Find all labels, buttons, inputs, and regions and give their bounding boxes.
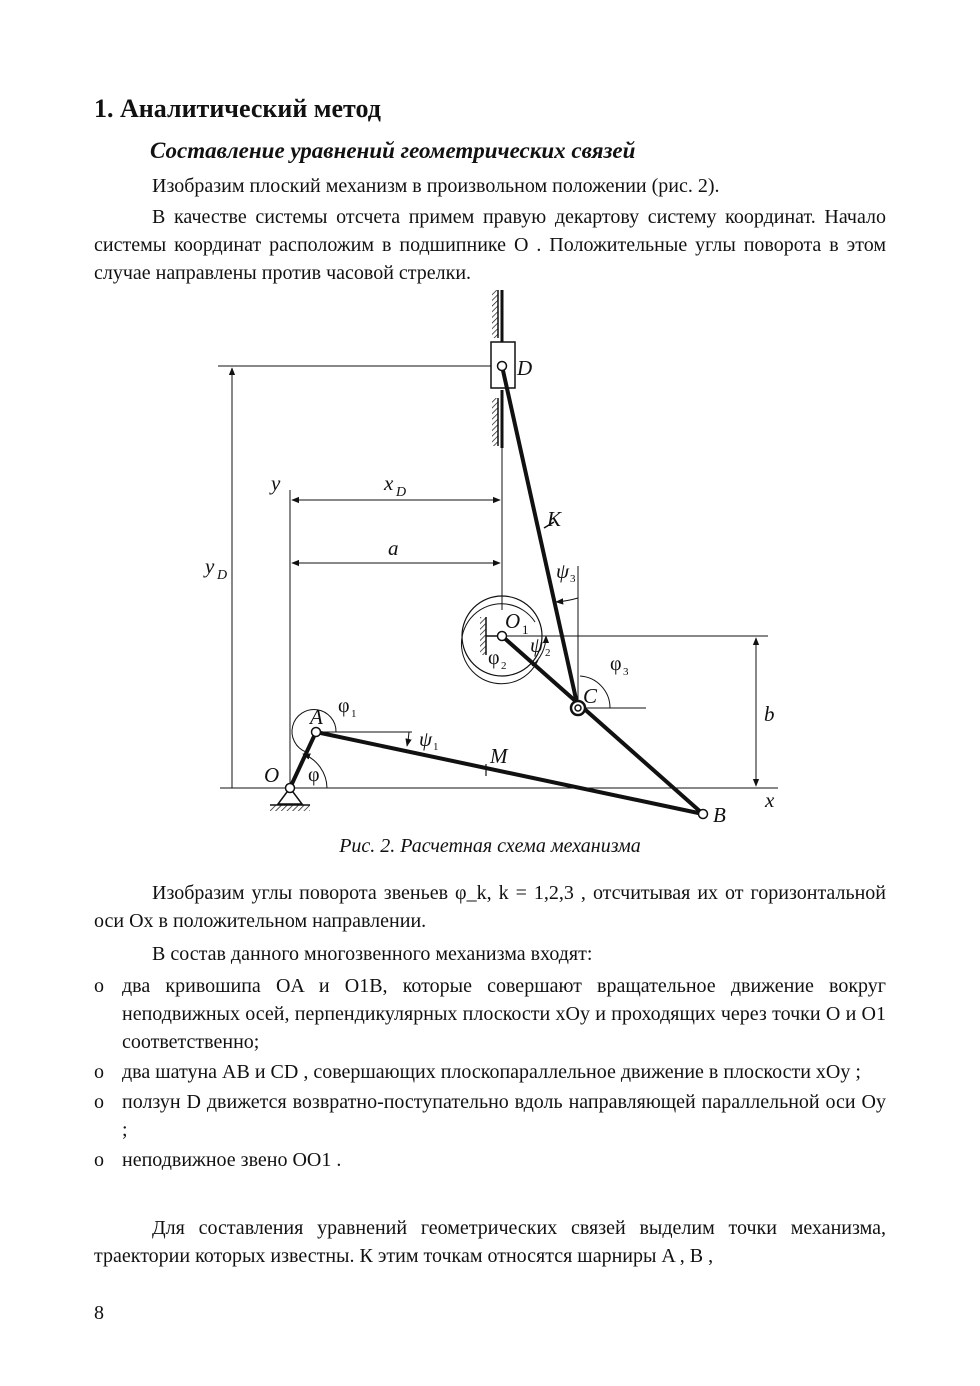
label-psi3: ψ <box>556 559 570 583</box>
label-xD-subscript: D <box>396 485 407 500</box>
paragraph-rotation-angles: Изобразим углы поворота звеньев φ_k, k = 1,2,3 , отсчитывая их от горизонтальной оси Ox в положительном направлении. <box>94 882 886 932</box>
label-x-axis: x <box>765 788 775 812</box>
label-xD: x <box>384 471 394 495</box>
label-C: C <box>583 684 598 708</box>
page-number: 8 <box>94 1302 104 1324</box>
bullet-marker: o <box>94 1061 104 1083</box>
mechanism-components-list <box>94 972 886 1176</box>
label-O: O <box>264 763 280 787</box>
hinge-D <box>498 362 507 371</box>
list-item <box>94 1088 886 1144</box>
figure-caption: Рис. 2. Расчетная схема механизма <box>339 835 641 857</box>
label-psi2: ψ <box>530 633 544 657</box>
list-item-text: два шатуна AB и CD , совершающих плоскопараллельное движение в плоскости xOy ; <box>122 1061 861 1083</box>
hinge-O <box>286 784 295 793</box>
paragraph-composition: В состав данного многозвенного механизма входят: <box>152 943 593 965</box>
label-psi3-subscript: 3 <box>570 573 576 585</box>
label-phi: φ <box>308 764 320 786</box>
list-item <box>94 1058 886 1086</box>
bullet-marker: o <box>94 1091 104 1113</box>
hinge-B <box>699 810 708 819</box>
label-yD: y <box>205 554 215 578</box>
list-item <box>94 972 886 1056</box>
list-item <box>94 1146 886 1174</box>
label-phi1: φ <box>338 695 350 717</box>
label-phi3: φ <box>610 653 622 675</box>
list-item-text: неподвижное звено OO1 . <box>122 1149 342 1171</box>
label-a: a <box>388 536 399 560</box>
label-psi1-subscript: 1 <box>433 741 439 753</box>
psi1-arc <box>407 732 409 746</box>
hinge-C-inner <box>575 705 581 711</box>
label-psi1: ψ <box>419 727 433 751</box>
paragraph-constraint-points: Для составления уравнений геометрических связей выделим точки механизма, траектории которых известны. К этим точкам относятся шарниры A , B , <box>94 1217 886 1267</box>
label-B: B <box>713 803 726 827</box>
label-O1-subscript: 1 <box>522 622 529 637</box>
list-item-text: ползун D движется возвратно-поступательно вдоль направляющей параллельной оси Oy ; <box>122 1091 886 1141</box>
connecting-rod-AB <box>316 732 703 814</box>
paragraph-intro: Изобразим плоский механизм в произвольном положении (рис. 2). <box>152 175 720 197</box>
list-item-text: два кривошипа OA и O1B, которые совершают вращательное движение вокруг неподвижных осей, перпендикулярных плоскости xOy и проходящих через точки O и O1 соответственно; <box>122 975 886 1053</box>
phi2-arc <box>461 604 538 684</box>
label-M: M <box>490 744 508 768</box>
label-phi2-subscript: 2 <box>501 660 507 672</box>
paragraph-coordinate-system: В качестве системы отсчета примем правую декартову систему координат. Начало системы координат расположим в подшипнике O . Положительные углы поворота в этом случае направлены против часовой стрелки. <box>94 206 886 284</box>
psi3-arc <box>556 598 578 602</box>
label-phi1-subscript: 1 <box>351 708 357 720</box>
label-y-axis: y <box>271 471 281 495</box>
label-O1: O <box>505 609 521 633</box>
bullet-marker: o <box>94 975 104 997</box>
label-yD-subscript: D <box>217 568 228 583</box>
subsection-heading: Составление уравнений геометрических связей <box>150 138 636 163</box>
section-heading: 1. Аналитический метод <box>94 94 381 123</box>
label-b: b <box>764 702 775 726</box>
label-psi2-subscript: 2 <box>545 647 551 659</box>
crank-O1B <box>502 636 703 814</box>
label-phi2: φ <box>488 647 500 669</box>
label-A: A <box>310 705 323 729</box>
label-D: D <box>517 356 533 380</box>
label-phi3-subscript: 3 <box>623 666 629 678</box>
label-K: K <box>547 507 562 531</box>
bullet-marker: o <box>94 1149 104 1171</box>
